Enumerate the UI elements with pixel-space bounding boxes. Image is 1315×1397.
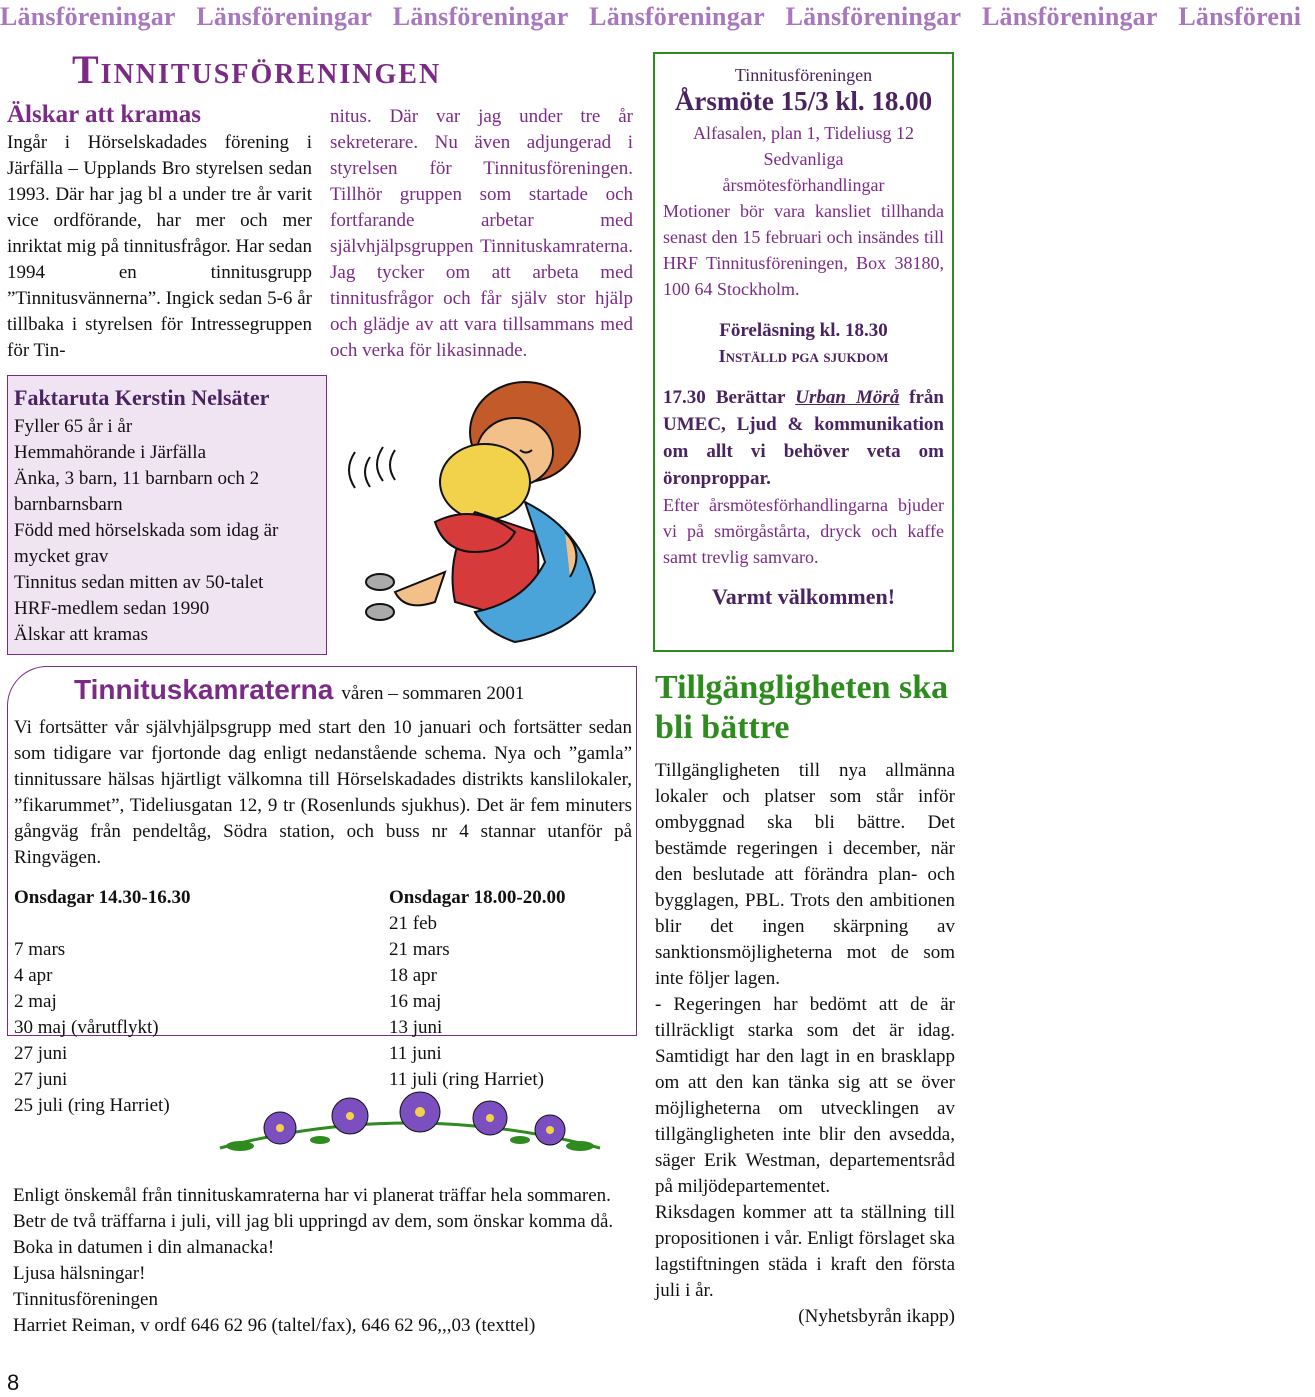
schedule-col-2 bbox=[389, 885, 565, 1119]
facts-line: Hemmahörande i Järfälla bbox=[14, 442, 207, 463]
meeting-welcome: Varmt välkommen! bbox=[711, 584, 896, 609]
talk-rest: från UMEC, Ljud & kommunikation om allt vi behöver veta om öronproppar. bbox=[663, 387, 944, 489]
meeting-place: Alfasalen, plan 1, Tideliusg 12 bbox=[693, 123, 914, 143]
facts-line: Tinnitus sedan mitten av 50-talet bbox=[14, 572, 264, 593]
schedule-header-2: Onsdagar 18.00-20.00 bbox=[389, 887, 566, 908]
access-title: Tillgängligheten ska bli bättre bbox=[655, 669, 949, 746]
schedule-item: 27 juni bbox=[14, 1043, 68, 1064]
access-paragraph: Riksdagen kommer att ta ställning till propositionen i vår. Enligt förslaget ska lagstiftningen städa i kraft den första juli i år. bbox=[655, 1202, 955, 1301]
facts-line: Änka, 3 barn, 11 barnbarn och 2 barnbarnsbarn bbox=[14, 468, 260, 515]
schedule-item: 18 apr bbox=[389, 965, 438, 986]
facts-list bbox=[14, 414, 320, 648]
access-paragraph: Tillgängligheten till nya allmänna lokaler och platser som står inför ombyggnad ska bli bättre. Det bestämde regeringen i december, när den beslutade att förändra plan- och bygglagen, PBL. Trots den ambitionen blir det ingen skärpning av sanktionsmöjligheterna mot de som inte följer lagen. bbox=[655, 760, 955, 989]
facts-line: HRF-medlem sedan 1990 bbox=[14, 598, 210, 619]
accessibility-article bbox=[655, 668, 955, 1330]
page-number: 8 bbox=[7, 1370, 20, 1395]
schedule-item: 7 mars bbox=[14, 939, 66, 960]
talk-time: 17.30 Berättar bbox=[663, 387, 786, 408]
meeting-agenda-1: Sedvanliga bbox=[763, 149, 844, 169]
flower-decoration bbox=[200, 1088, 620, 1168]
banner-word: Länsföreningar bbox=[392, 2, 569, 31]
schedule bbox=[14, 885, 632, 1119]
schedule-item: 30 maj (vårutflykt) bbox=[14, 1017, 159, 1038]
closing-line: Enligt önskemål från tinnituskamraterna har vi planerat träffar hela sommaren. Betr de två träffarna i juli, vill jag bli uppringd av dem, som önskar komma då. Boka in datumen i din almanacka! bbox=[13, 1185, 614, 1258]
meeting-after: Efter årsmötesförhandlingarna bjuder vi på smörgåstårta, dryck och kaffe samt trevlig samvaro. bbox=[663, 495, 944, 567]
intro-text-1: Ingår i Hörselskadades förening i Järfälla – Upplands Bro styrelsen sedan 1993. Där har jag bl a under tre år varit vice ordförande, har mer och mer inriktat mig på tinnitusfrågor. Har sedan 1994 en tinnitusgrupp ”Tinnitusvännerna”. Ingick sedan 5-6 år tillbaka i styrelsen för Intressegruppen för Tin- bbox=[7, 132, 312, 361]
annual-meeting-box bbox=[653, 52, 954, 652]
schedule-item: 27 juni bbox=[14, 1069, 68, 1090]
meeting-cancelled: Inställd pga sjukdom bbox=[718, 346, 889, 366]
facts-line: Fyller 65 år i år bbox=[14, 416, 133, 437]
intro-text-2: nitus. Där var jag under tre år sekreterare. Nu även adjungerad i styrelsen för Tinnitusföreningen. Tillhör gruppen som startade och fortfarande arbetar med självhjälpsgruppen Tinnituskamraterna. Jag tycker om att arbeta med tinnitusfrågor och får själv stor hjälp och glädje av att vara tillsammans med och verka för likasinnade. bbox=[330, 106, 633, 361]
schedule-item: 21 mars bbox=[389, 939, 450, 960]
schedule-header-1: Onsdagar 14.30-16.30 bbox=[14, 887, 191, 908]
banner-word: Länsföreningar bbox=[0, 2, 176, 31]
schedule-item: 2 maj bbox=[14, 991, 57, 1012]
schedule-item: 25 juli (ring Harriet) bbox=[14, 1095, 170, 1116]
access-source: (Nyhetsbyrån ikapp) bbox=[798, 1306, 955, 1327]
schedule-col-1 bbox=[14, 885, 389, 1119]
access-paragraph: - Regeringen har bedömt att de är tillräckligt starka som det är idag. Samtidigt har den lagt in en brasklapp om att den kan tänka sig att se över möjligheterna om utvecklingen av tillgängligheten inte blir den avsedda, säger Erik Westman, departementsråd på miljödepartementet. bbox=[655, 994, 955, 1197]
meeting-lecture: Föreläsning kl. 18.30 bbox=[719, 320, 888, 341]
schedule-item: 4 apr bbox=[14, 965, 53, 986]
kamrat-title bbox=[74, 673, 632, 711]
hugging-illustration bbox=[335, 372, 635, 657]
kamrat-subtitle: våren – sommaren 2001 bbox=[341, 683, 525, 704]
intro-column-1 bbox=[7, 100, 312, 364]
intro-heading: Älskar att kramas bbox=[7, 101, 201, 128]
schedule-item: 16 maj bbox=[389, 991, 442, 1012]
meeting-agenda-2: årsmötesförhandlingar bbox=[722, 175, 885, 195]
closing-line: Harriet Reiman, v ordf 646 62 96 (taltel/fax), 646 62 96,,,03 (texttel) bbox=[13, 1315, 536, 1336]
kamrat-text: Vi fortsätter vår självhjälpsgrupp med start den 10 januari och fortsätter sedan som tidigare var fjortonde dag enligt nedanstående schema. Nya och ”gamla” tinnitussare hälsas hjärtligt välkomna till Hörselskadades distrikts kanslilokaler, ”fikarummet”, Tideliusgatan 12, 9 tr (Rosenlunds sjukhus). Det är fem minuters gångväg från pendeltåg, Södra station, och buss nr 4 stannar utanför på Ringvägen. bbox=[14, 717, 632, 868]
talk-speaker: Urban Mörå bbox=[795, 387, 900, 408]
meeting-org: Tinnitusföreningen bbox=[734, 65, 873, 85]
facts-box bbox=[7, 375, 327, 655]
facts-title: Faktaruta Kerstin Nelsäter bbox=[14, 385, 270, 410]
section-banner bbox=[0, 2, 1302, 36]
schedule-item: 11 juli (ring Harriet) bbox=[389, 1069, 544, 1090]
facts-line: Född med hörselskada som idag är mycket grav bbox=[14, 520, 279, 567]
kamrat-title-text: Tinnituskamraterna bbox=[74, 674, 334, 705]
closing-line: Ljusa hälsningar! bbox=[13, 1263, 146, 1284]
closing-text bbox=[13, 1183, 633, 1339]
banner-word: Länsföreningar bbox=[196, 2, 373, 31]
banner-word: Länsföreningar bbox=[589, 2, 765, 31]
tinnituskamraterna-box bbox=[7, 666, 637, 1116]
banner-word: Länsföreningar bbox=[785, 2, 962, 31]
meeting-motions: Motioner bör vara kansliet tillhanda senast den 15 februari och insändes till HRF Tinnitusföreningen, Box 38180, 100 64 Stockholm. bbox=[663, 201, 944, 299]
meeting-title: Årsmöte 15/3 kl. 18.00 bbox=[674, 86, 933, 116]
schedule-item: 21 feb bbox=[389, 913, 438, 934]
access-body bbox=[655, 758, 955, 1330]
banner-word: Länsföreni bbox=[1178, 2, 1302, 31]
schedule-item bbox=[14, 911, 389, 937]
meeting-talk bbox=[655, 384, 952, 492]
banner-word: Länsföreningar bbox=[981, 2, 1158, 31]
closing-line: Tinnitusföreningen bbox=[13, 1289, 158, 1310]
page-title: Tinnitusföreningen bbox=[72, 47, 442, 92]
schedule-item: 13 juni bbox=[389, 1017, 443, 1038]
facts-line: Älskar att kramas bbox=[14, 624, 149, 645]
schedule-item: 11 juni bbox=[389, 1043, 442, 1064]
